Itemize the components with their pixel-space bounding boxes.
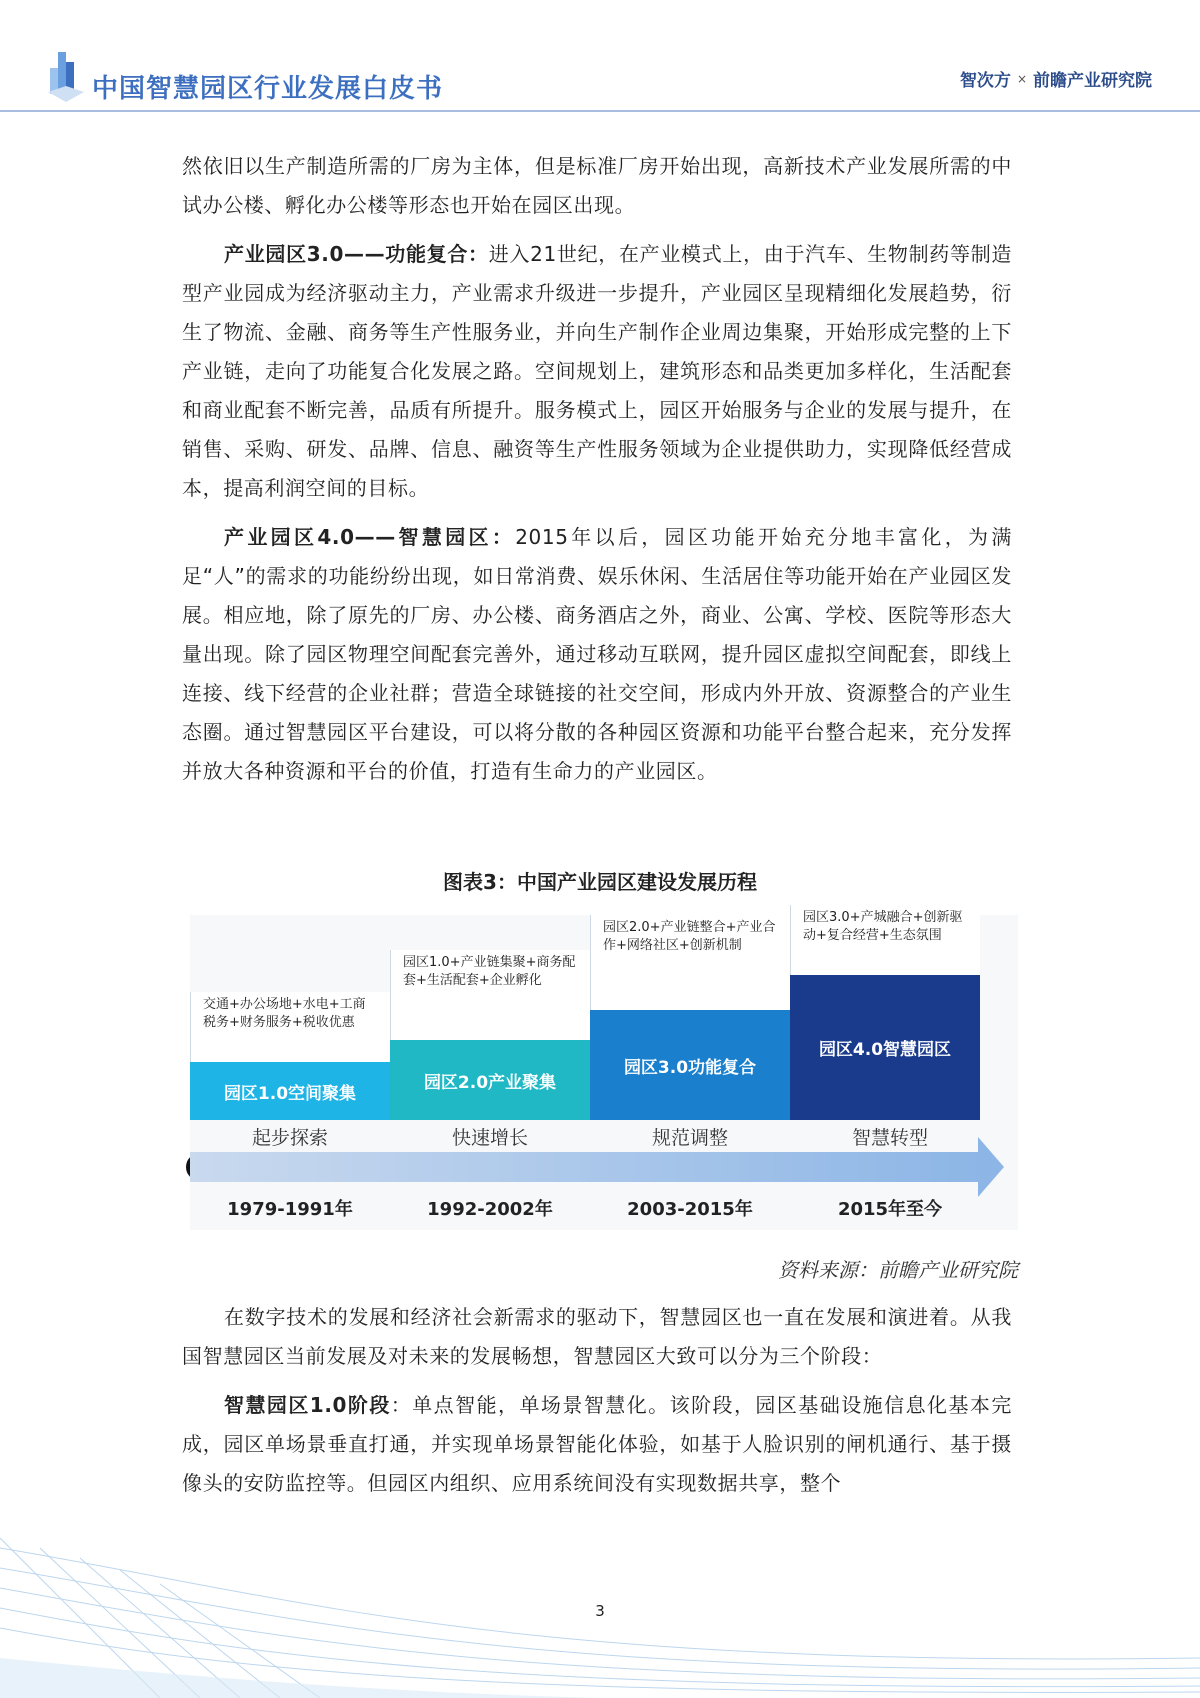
stage-phase: 起步探索 — [251, 1127, 328, 1149]
body-text-top — [182, 147, 1012, 801]
paragraph: 然依旧以生产制造所需的厂房为主体，但是标准厂房开始出现，高新技术产业发展所需的中试办公楼、孵化办公楼等形态也开始在园区出现。 — [182, 154, 1012, 217]
stage-phase: 智慧转型 — [851, 1127, 928, 1149]
page-number: 3 — [595, 1602, 605, 1620]
paragraph-lead: 产业园区3.0——功能复合： — [224, 242, 489, 266]
document-title: 中国智慧园区行业发展白皮书 — [92, 74, 444, 104]
paragraph: 在数字技术的发展和经济社会新需求的驱动下，智慧园区也一直在发展和演进着。从我国智慧园区当前发展及对未来的发展畅想，智慧园区大致可以分为三个阶段： — [182, 1305, 1012, 1368]
page-header — [0, 0, 1200, 112]
paragraph-text: ：单点智能，单场景智慧化。该阶段，园区基础设施信息化基本完成，园区单场景垂直打通，并实现单场景智能化体验，如基于人脸识别的闸机通行、基于摄像头的安防监控等。但园区内组织、应用系统间没有实现数据共享，整个 — [182, 1393, 1012, 1495]
partner-logos — [960, 66, 1152, 91]
stage-step — [790, 905, 980, 1120]
arrow-head-icon — [978, 1137, 1004, 1197]
separator: × — [1016, 71, 1027, 86]
stage-description: 园区1.0+产业链集聚+商务配套+生活配套+企业孵化 — [390, 950, 590, 1040]
stage-phase: 规范调整 — [651, 1127, 728, 1149]
stage-bar: 园区2.0产业聚集 — [390, 1040, 590, 1120]
stage-description: 园区2.0+产业链整合+产业合作+网络社区+创新机制 — [590, 915, 790, 1010]
qianzhan-logo: 前瞻产业研究院 — [1033, 71, 1152, 91]
stage-description: 交通+办公场地+水电+工商税务+财务服务+税收优惠 — [190, 992, 390, 1062]
paragraph-text: 2015年以后，园区功能开始充分地丰富化，为满足“人”的需求的功能纷纷出现，如日常消费、娱乐休闲、生活居住等功能开始在产业园区发展。相应地，除了原先的厂房、办公楼、商务酒店之外，商业、公寓、学校、医院等形态大量出现。除了园区物理空间配套完善外，通过移动互联网，提升园区虚拟空间配套，即线上连接、线下经营的企业社群；营造全球链接的社交空间，形成内外开放、资源整合的产业生态圈。通过智慧园区平台建设，可以将分散的各种园区资源和功能平台整合起来，充分发挥并放大各种资源和平台的价值，打造有生命力的产业园区。 — [182, 525, 1012, 783]
paragraph-lead: 智慧园区1.0阶段 — [224, 1393, 391, 1417]
paragraph-lead: 产业园区4.0——智慧园区： — [224, 525, 516, 549]
body-text-bottom — [182, 1298, 1012, 1513]
stage-years: 2015年至今 — [837, 1199, 943, 1220]
zhicifang-logo: 智次方 — [959, 71, 1011, 91]
paragraph — [182, 518, 1012, 791]
stage-bar: 园区3.0功能复合 — [590, 1010, 790, 1120]
timeline-figure — [190, 910, 1018, 1230]
stage-phase: 快速增长 — [451, 1127, 528, 1149]
stage-description: 园区3.0+产城融合+创新驱动+复合经营+生态氛围 — [790, 905, 980, 975]
stage-years: 1979-1991年 — [227, 1199, 353, 1220]
paragraph-text: 进入21世纪，在产业模式上，由于汽车、生物制药等制造型产业园成为经济驱动主力，产业需求升级进一步提升，产业园区呈现精细化发展趋势，衍生了物流、金融、商务等生产性服务业，并向生产制作企业周边集聚，开始形成完整的上下产业链，走向了功能复合化发展之路。空间规划上，建筑形态和品类更加多样化，生活配套和商业配套不断完善，品质有所提升。服务模式上，园区开始服务与企业的发展与提升，在销售、采购、研发、品牌、信息、融资等生产性服务领域为企业提供助力，实现降低经营成本，提高利润空间的目标。 — [182, 242, 1012, 500]
stage-years: 2003-2015年 — [627, 1199, 753, 1220]
timeline-arrow — [190, 1152, 980, 1182]
stage-years: 1992-2002年 — [427, 1199, 553, 1220]
figure-title: 图表3：中国产业园区建设发展历程 — [443, 870, 757, 894]
stage-step — [390, 950, 590, 1120]
stage-step — [590, 915, 790, 1120]
paragraph — [182, 235, 1012, 508]
building-logo-icon — [48, 48, 84, 104]
figure-source: 资料来源：前瞻产业研究院 — [778, 1258, 1018, 1282]
stage-bar: 园区4.0智慧园区 — [790, 975, 980, 1120]
stage-bar: 园区1.0空间聚集 — [190, 1062, 390, 1120]
paragraph — [182, 1386, 1012, 1503]
stage-step — [190, 992, 390, 1120]
